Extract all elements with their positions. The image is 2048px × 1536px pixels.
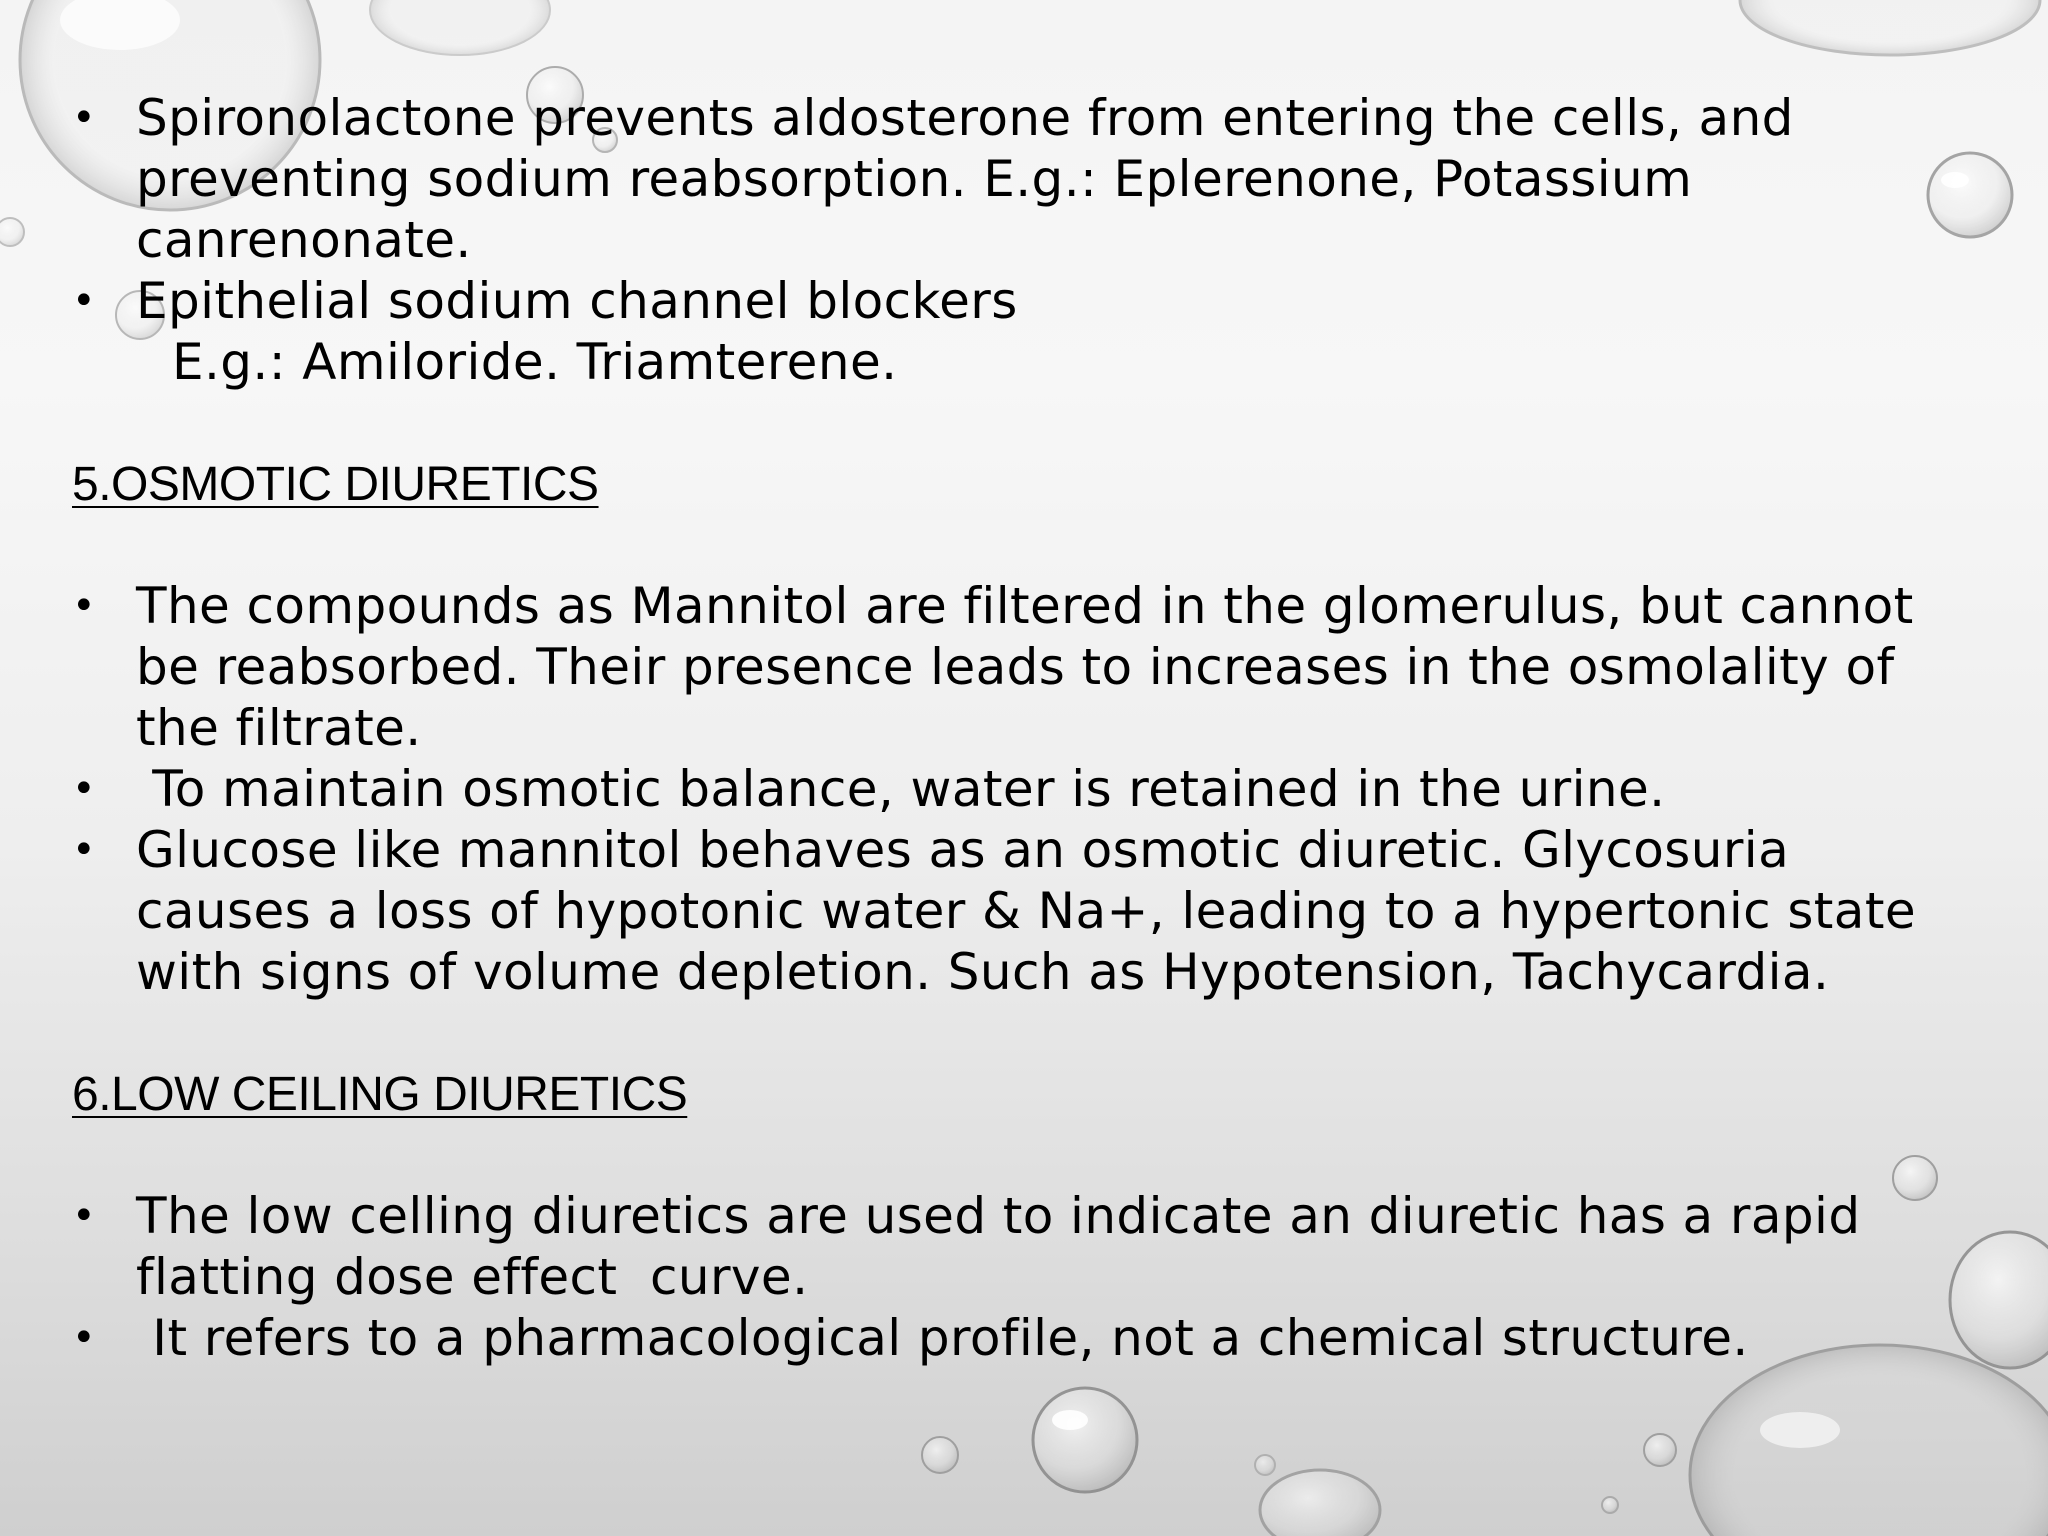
osmotic-bullet-list (72, 576, 1972, 1003)
bullet-icon: • (72, 766, 96, 812)
section-heading-low-ceiling: 6.LOW CEILING DIURETICS (72, 1068, 688, 1121)
list-item (72, 271, 1972, 332)
list-item (72, 1308, 1972, 1369)
list-item (72, 88, 1972, 271)
bullet-icon: • (72, 583, 96, 629)
example-line: E.g.: Amiloride. Triamterene. (172, 333, 898, 391)
bullet-text: Epithelial sodium channel blockers (136, 272, 1018, 330)
bullet-text: Glucose like mannitol behaves as an osmotic diuretic. Glycosuria causes a loss of hypotonic water & Na+, leading to a hypertonic state with signs of volume depletion. Such as Hypotension, Tachycardia. (136, 821, 1917, 1001)
spacer (72, 1003, 1972, 1064)
section-heading-osmotic: 5.OSMOTIC DIURETICS (72, 458, 599, 511)
bullet-text: Spironolactone prevents aldosterone from entering the cells, and preventing sodium reabsorption. E.g.: Eplerenone, Potassium canrenonate. (136, 89, 1794, 269)
bullet-icon: • (72, 278, 96, 324)
top-bullet-list (72, 88, 1972, 332)
bullet-text: The compounds as Mannitol are filtered in the glomerulus, but cannot be reabsorbed. Their presence leads to increases in the osmolality of the filtrate. (136, 577, 1914, 757)
list-item (72, 576, 1972, 759)
bullet-icon: • (72, 1315, 96, 1361)
list-item (72, 820, 1972, 1003)
low-ceiling-bullet-list (72, 1186, 1972, 1369)
bullet-text: It refers to a pharmacological profile, not a chemical structure. (136, 1309, 1749, 1367)
list-item (72, 1186, 1972, 1308)
spacer (72, 393, 1972, 454)
slide-content (72, 88, 1972, 1369)
spacer (72, 515, 1972, 576)
bullet-text: To maintain osmotic balance, water is retained in the urine. (136, 760, 1666, 818)
spacer (72, 1125, 1972, 1186)
list-item (72, 759, 1972, 820)
bullet-text: The low celling diuretics are used to indicate an diuretic has a rapid flatting dose effect curve. (136, 1187, 1877, 1306)
bullet-icon: • (72, 95, 96, 141)
bullet-icon: • (72, 1193, 96, 1239)
bullet-icon: • (72, 827, 96, 873)
